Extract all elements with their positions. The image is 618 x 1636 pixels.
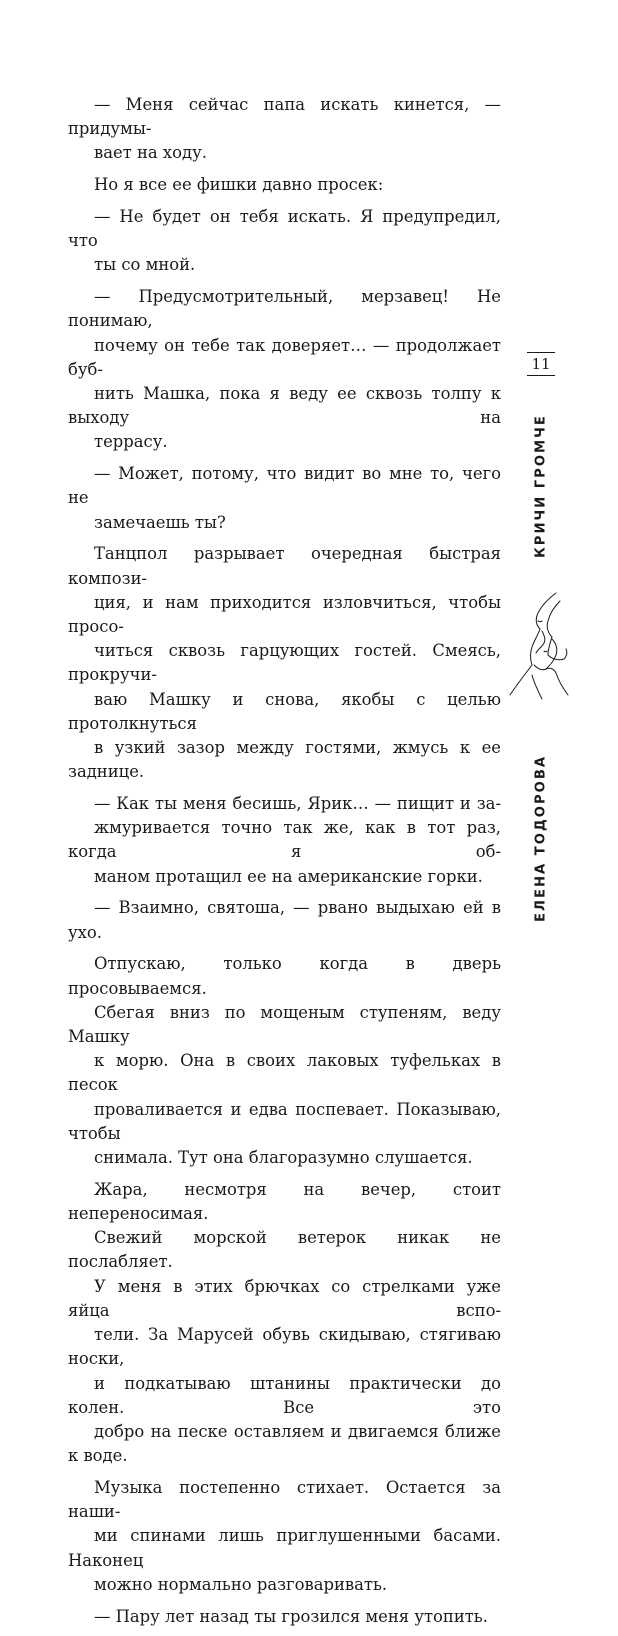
text-line: — Меня сейчас папа искать кинется, — придумы- xyxy=(68,95,501,139)
text-line: читься сквозь гарцующих гостей. Смеясь, прокручи- xyxy=(68,641,501,685)
text-line: ваю Машку и снова, якобы с целью протолкнуться xyxy=(68,689,501,733)
text-line: Отпускаю, только когда в дверь просовываемся. xyxy=(68,954,501,998)
running-head-title xyxy=(527,414,555,558)
text-line: — Предусмотрительный, мерзавец! Не понимаю, xyxy=(68,287,501,331)
text-line: — Как ты меня бесишь, Ярик… — пищит и за- xyxy=(94,794,501,814)
text-line: террасу. xyxy=(94,432,168,452)
paragraph xyxy=(68,792,501,889)
paragraph xyxy=(68,952,501,1170)
text-line: Жара, несмотря на вечер, стоит непереносимая. xyxy=(68,1179,501,1224)
paragraph xyxy=(68,93,501,166)
text-line: — Не будет он тебя искать. Я предупредил, что xyxy=(68,207,501,251)
text-line: Свежий морской ветерок никак не послабляет. xyxy=(68,1228,501,1272)
text-line: и подкатываю штанины практически до колен. Все это xyxy=(68,1373,501,1417)
text-line: добро на песке оставляем и двигаемся ближе к воде. xyxy=(68,1421,501,1466)
text-line: ты со мной. xyxy=(94,255,196,275)
text-line: проваливается и едва поспевает. Показываю, чтобы xyxy=(68,1099,501,1143)
paragraph xyxy=(68,173,501,197)
page-number: 11 xyxy=(527,352,555,376)
running-head-author xyxy=(527,740,555,936)
text-line: Музыка постепенно стихает. Остается за наши- xyxy=(68,1477,501,1522)
paragraph xyxy=(68,542,501,784)
body-text xyxy=(68,93,501,1636)
text-line: ми спинами лишь приглушенными басами. Наконец xyxy=(68,1526,501,1570)
text-line: Но я все ее фишки давно просек: xyxy=(94,175,384,195)
paragraph xyxy=(68,462,501,535)
text-line: — Может, потому, что видит во мне то, чего не xyxy=(68,464,501,508)
text-line: маном протащил ее на американские горки. xyxy=(94,866,483,886)
paragraph xyxy=(68,1476,501,1597)
text-line: можно нормально разговаривать. xyxy=(94,1574,388,1594)
author-name: ЕЛЕНА ТОДОРОВА xyxy=(533,754,549,922)
text-line: — Взаимно, святоша, — рвано выдыхаю ей в ухо. xyxy=(68,898,501,942)
paragraph xyxy=(68,205,501,278)
text-line: Сбегая вниз по мощеным ступеням, веду Машку xyxy=(68,1002,501,1047)
couple-sketch-icon xyxy=(508,591,570,709)
paragraph xyxy=(68,285,501,454)
text-line: У меня в этих брючках со стрелками уже яйца вспо- xyxy=(68,1276,501,1320)
text-line: почему он тебе так доверяет… — продолжает буб- xyxy=(68,335,501,379)
text-line: вает на ходу. xyxy=(94,143,207,163)
text-line: снимала. Тут она благоразумно слушается. xyxy=(94,1148,473,1168)
paragraph xyxy=(68,1178,501,1468)
text-line: ция, и нам приходится изловчиться, чтобы просо- xyxy=(68,592,501,637)
text-line: Танцпол разрывает очередная быстрая компози- xyxy=(68,544,501,588)
text-line: нить Машка, пока я веду ее сквозь толпу к выходу на xyxy=(68,384,501,428)
text-line: к морю. Она в своих лаковых туфельках в песок xyxy=(68,1051,501,1095)
paragraph xyxy=(68,1605,501,1629)
text-line: замечаешь ты? xyxy=(94,512,226,532)
text-line: в узкий зазор между гостями, жмусь к ее заднице. xyxy=(68,738,501,782)
text-line: — Пару лет назад ты грозился меня утопить. xyxy=(94,1606,488,1626)
text-line: тели. За Марусей обувь скидываю, стягиваю носки, xyxy=(68,1325,501,1369)
book-title: КРИЧИ ГРОМЧЕ xyxy=(533,414,549,558)
text-line: жмуривается точно так же, как в тот раз, когда я об- xyxy=(68,818,501,862)
paragraph xyxy=(68,896,501,944)
